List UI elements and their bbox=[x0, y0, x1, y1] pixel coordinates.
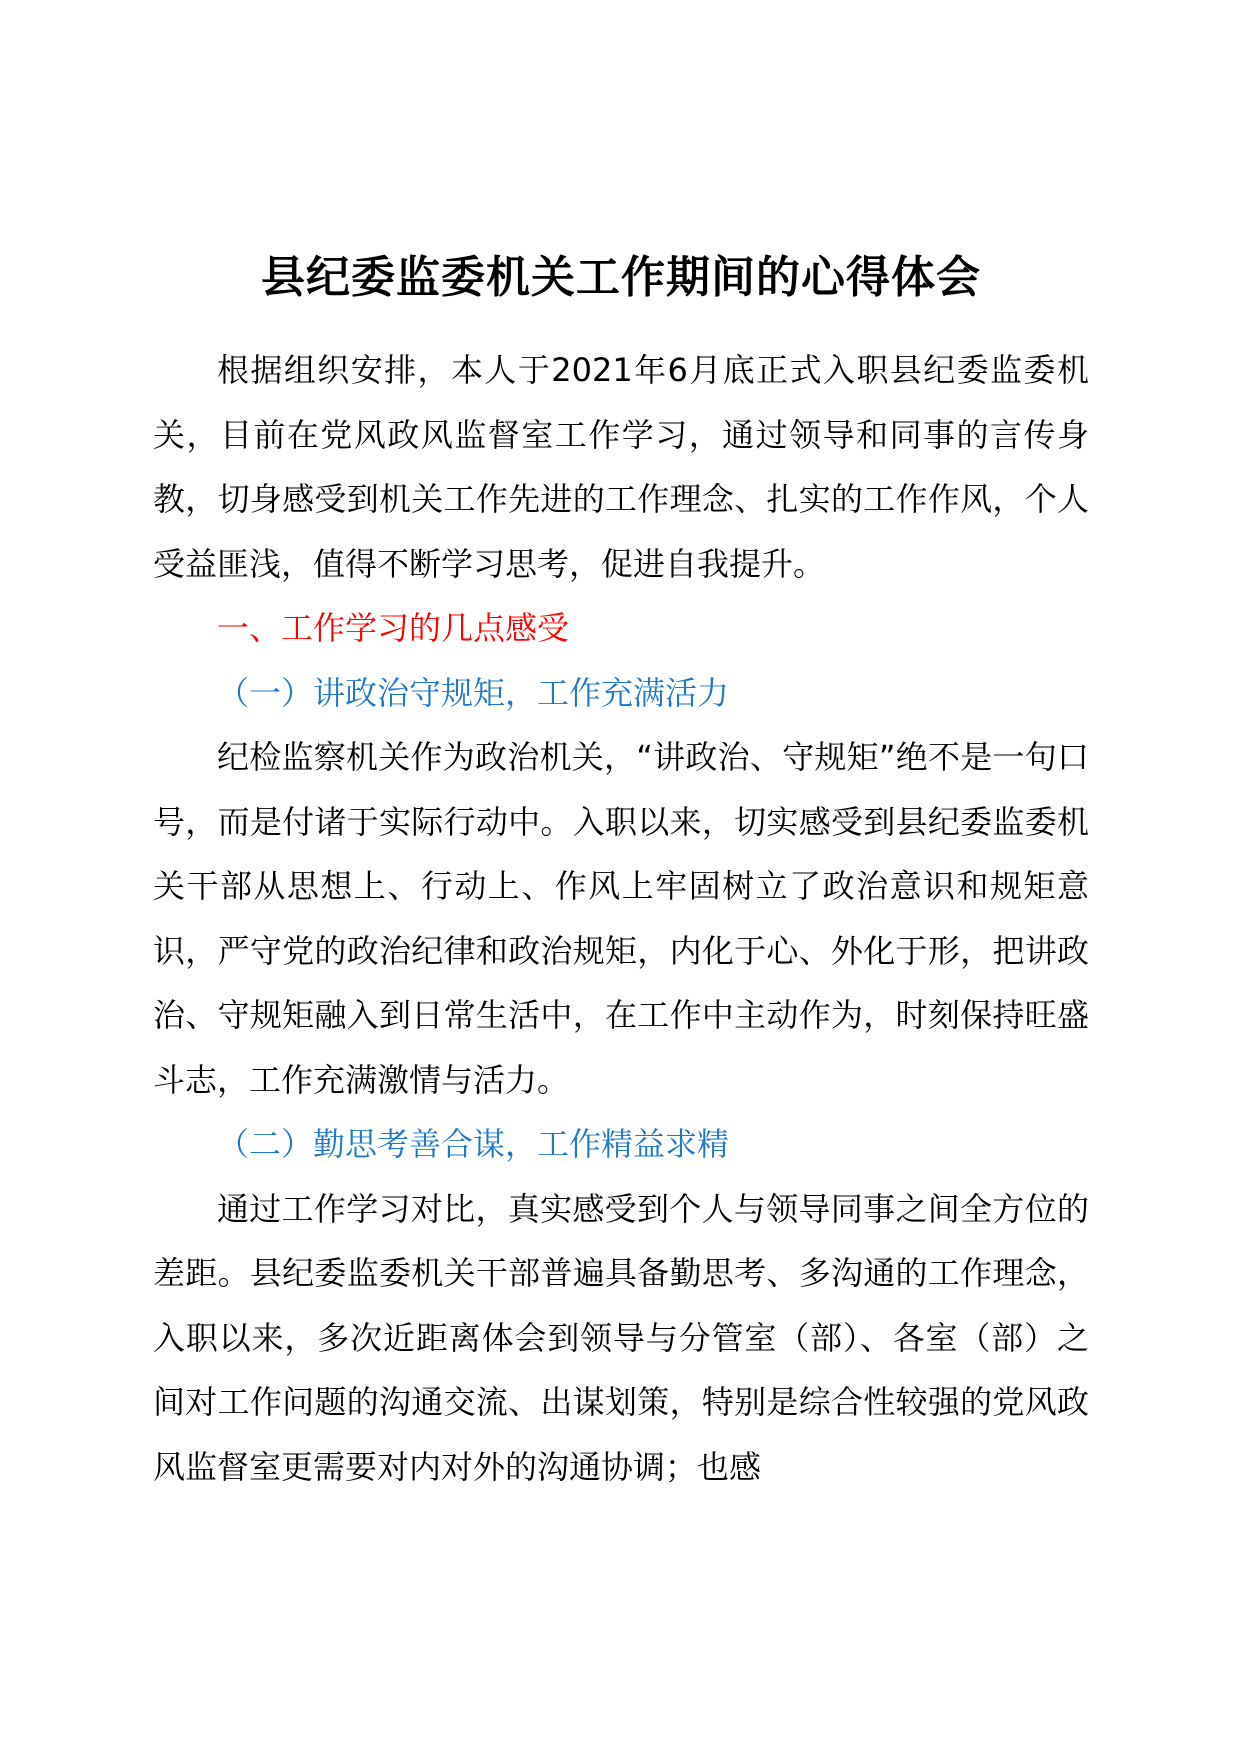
document-title: 县纪委监委机关工作期间的心得体会 bbox=[261, 252, 981, 303]
intro-paragraph: 根据组织安排，本人于2021年6月底正式入职县纪委监委机关，目前在党风政风监督室工作学习，通过领导和同事的言传身教，切身感受到机关工作先进的工作理念、扎实的工作作风，个人受益匪浅，值得不断学习思考，促进自我提升。 bbox=[153, 351, 1089, 583]
section-heading: 一、工作学习的几点感受 bbox=[217, 609, 570, 647]
paragraph-1: 纪检监察机关作为政治机关，“讲政治、守规矩”绝不是一句口号，而是付诸于实际行动中。入职以来，切实感受到县纪委监委机关干部从思想上、行动上、作风上牢固树立了政治意识和规矩意识，严守党的政治纪律和政治规矩，内化于心、外化于形，把讲政治、守规矩融入到日常生活中，在工作中主动作为，时刻保持旺盛斗志，工作充满激情与活力。 bbox=[153, 738, 1089, 1099]
paragraph-2: 通过工作学习对比，真实感受到个人与领导同事之间全方位的差距。县纪委监委机关干部普遍具备勤思考、多沟通的工作理念，入职以来，多次近距离体会到领导与分管室（部）、各室（部）之间对工作问题的沟通交流、出谋划策，特别是综合性较强的党风政风监督室更需要对内对外的沟通协调；也感 bbox=[153, 1189, 1089, 1486]
subsection-heading-2: （二）勤思考善合谋，工作精益求精 bbox=[217, 1125, 730, 1163]
subsection-heading-1: （一）讲政治守规矩，工作充满活力 bbox=[217, 673, 730, 712]
document-body bbox=[153, 250, 1089, 1499]
